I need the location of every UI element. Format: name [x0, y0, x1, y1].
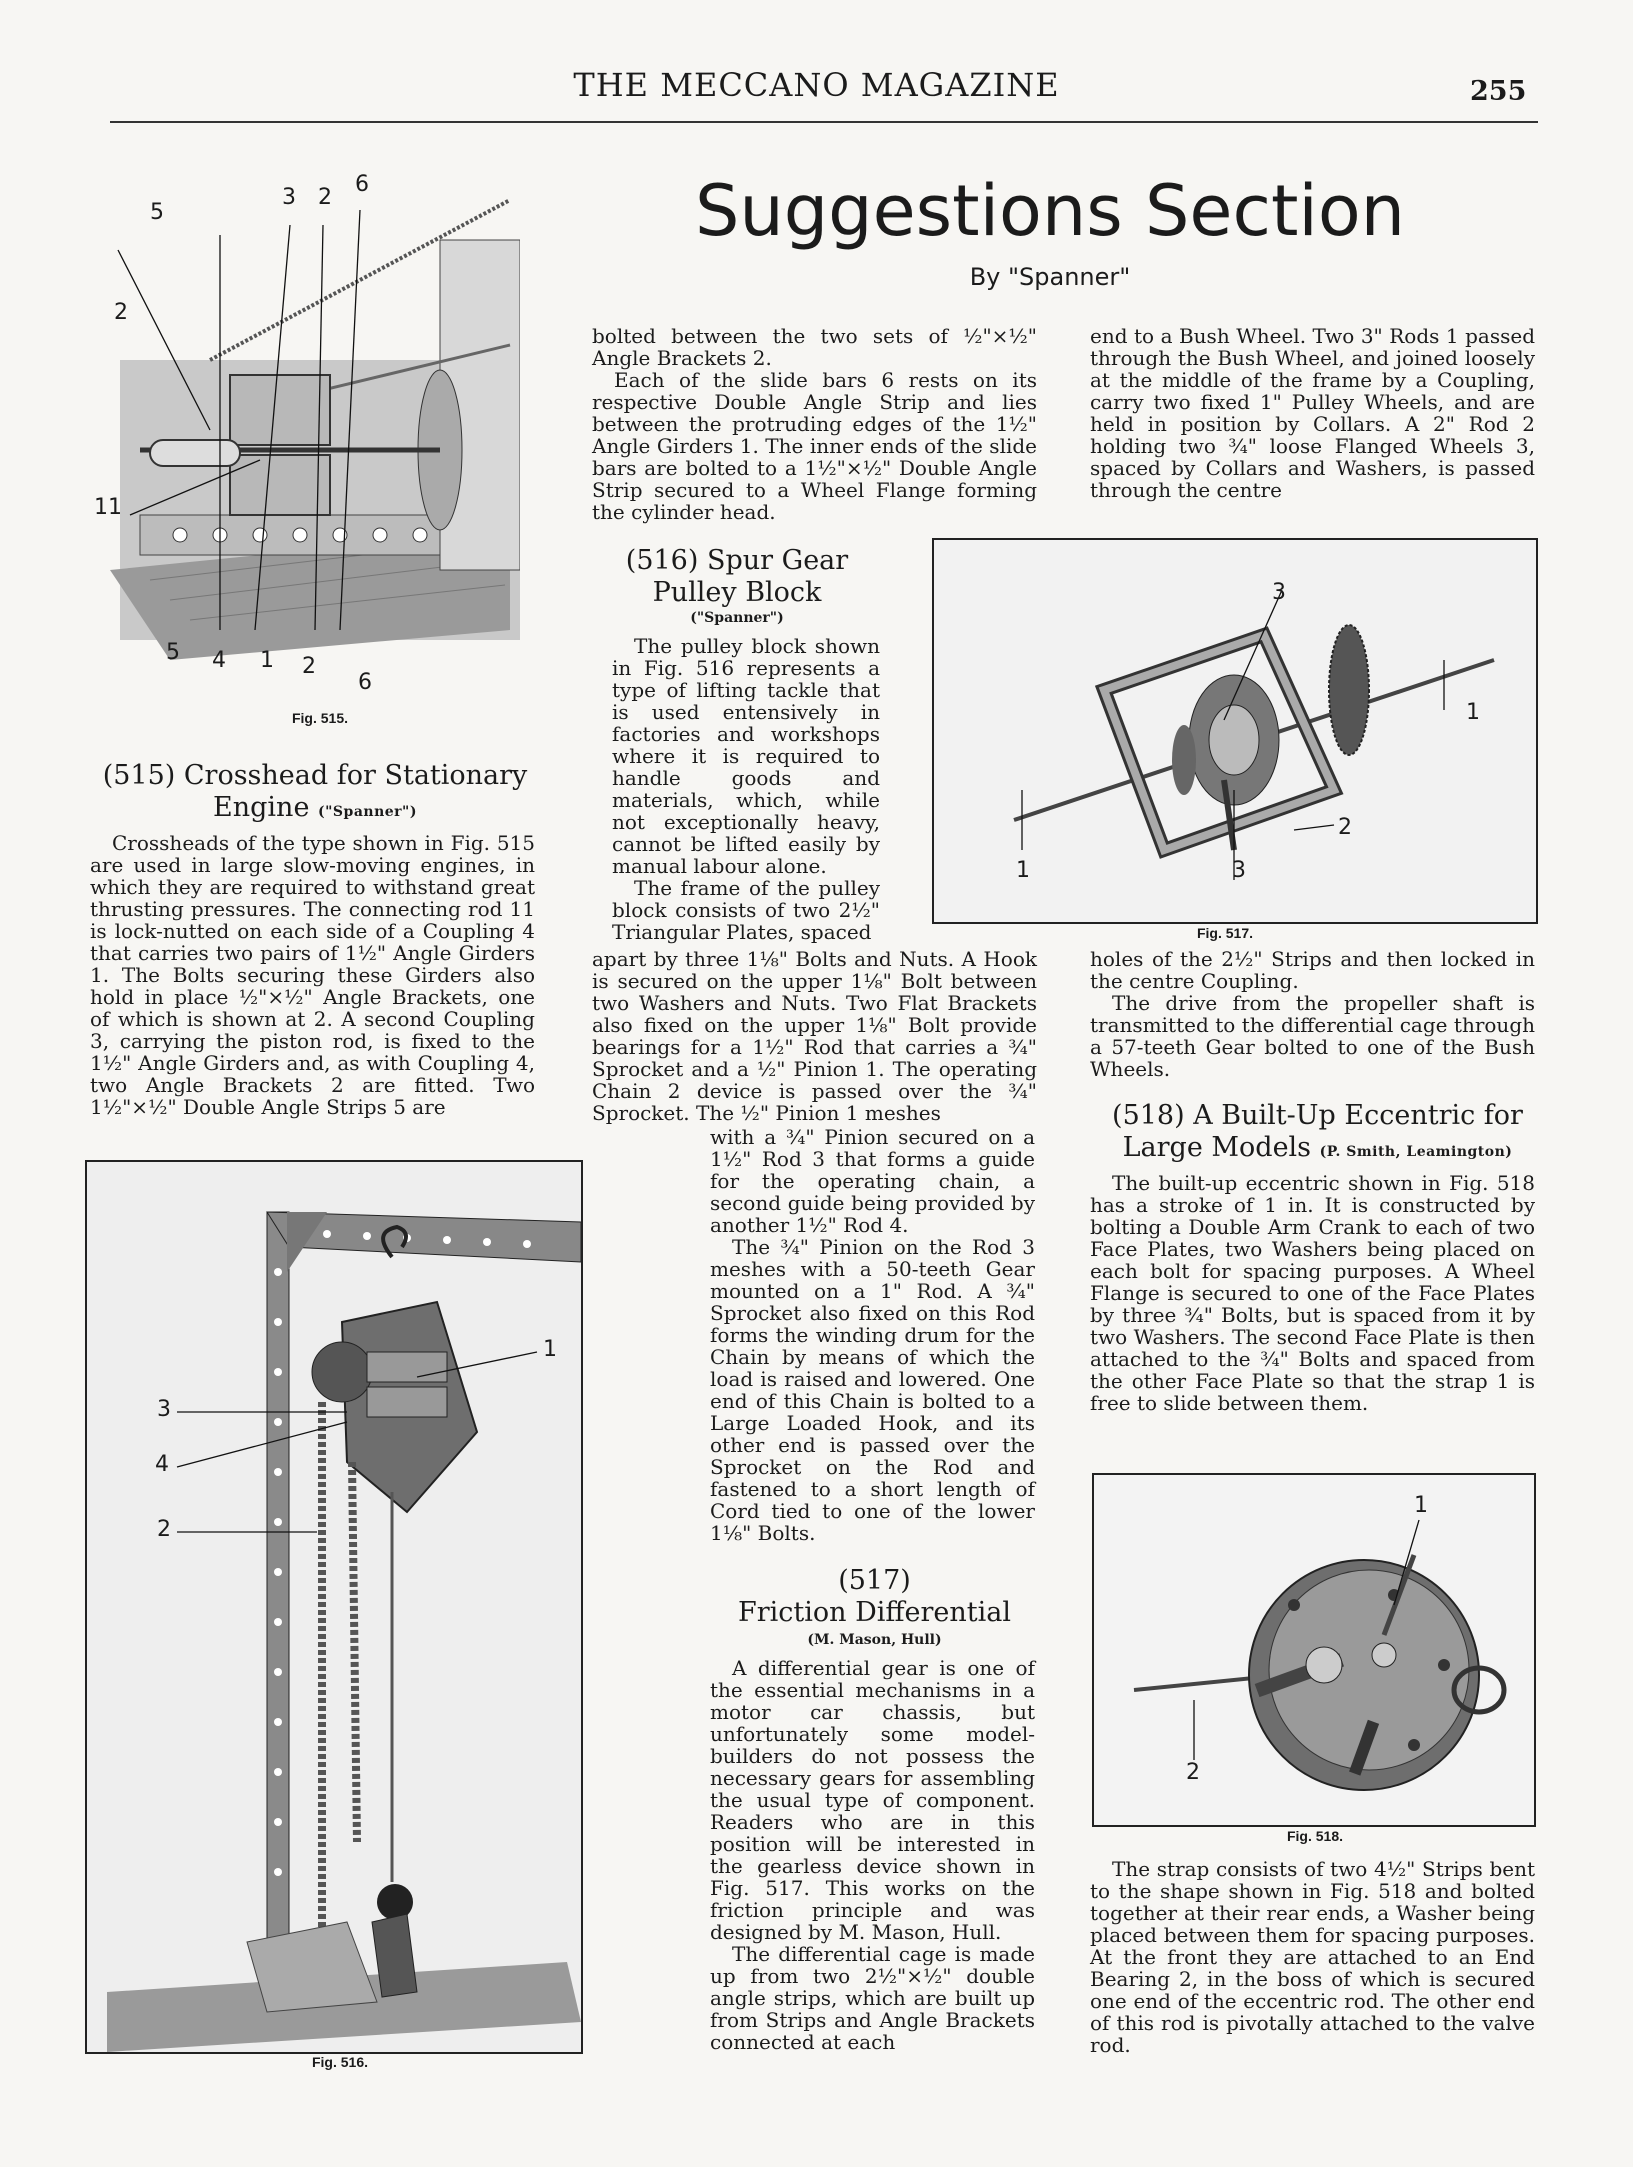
fig517-label: 3 [1232, 858, 1246, 883]
section-516-body-narrow [612, 635, 880, 943]
fig515-caption: Fig. 515. [291, 710, 349, 726]
paragraph: bolted between the two sets of ½"×½" Angle Brackets 2. [592, 324, 1037, 370]
paragraph: The built-up eccentric shown in Fig. 518 has a stroke of 1 in. It is constructed by bolting a Double Arm Crank to each of two Face Plates, two Washers being placed on each bolt for spacing purposes. A Wheel Flange is secured to one of the Face Plates by three ¾" Bolts, but is spaced from it by two Washers. The second Face Plate is then attached to the ¾" Bolts and spaced from the other Face Plate so that the strap 1 is free to slide between them. [1090, 1171, 1535, 1415]
section-515-title-line2: Engine [213, 792, 310, 823]
paragraph: with a ¾" Pinion secured on a 1½" Rod 3 that forms a guide for the operating chain, a second guide being provided by another 1½" Rod 4. [710, 1125, 1035, 1237]
figure-518-illustration [1094, 1475, 1534, 1825]
paragraph: A differential gear is one of the essential mechanisms in a motor car chassis, but unfortunately some model-builders do not possess the necessary gears for assembling the usual type of component. Readers who are in this position will be interested in the gearless device shown in Fig. 517. This works on the friction principle and was designed by M. Mason, Hull. [710, 1656, 1035, 1944]
fig515-label: 1 [260, 648, 274, 673]
paragraph: The strap consists of two 4½" Strips bent to the shape shown in Fig. 518 and bolted together at their rear ends, a Washer being placed between them for spacing purposes. At the front they are attached to an End Bearing 2, in the boss of which is secured one end of the eccentric rod. The other end of this rod is pivotally attached to the valve rod. [1090, 1857, 1535, 2057]
section-515-credit: ("Spanner") [318, 804, 417, 820]
section-517-title: Friction Differential [737, 1597, 1012, 1628]
paragraph: The differential cage is made up from two 2½"×½" double angle strips, which are built up from Strips and Angle Brackets connected at each [710, 1942, 1035, 2054]
fig515-label: 4 [212, 648, 226, 673]
middle-column-top [592, 325, 1037, 523]
section-516-credit: ("Spanner") [690, 610, 784, 626]
figure-516-illustration [87, 1162, 581, 2052]
section-516-body-bottom [710, 1126, 1035, 1544]
section-517-body [710, 1657, 1035, 2053]
figure-516 [85, 1160, 583, 2054]
fig518-label: 1 [1414, 1493, 1428, 1518]
section-518-body-after [1090, 1858, 1535, 2056]
paragraph: holes of the 2½" Strips and then locked in the centre Coupling. [1090, 947, 1535, 993]
section-515-heading [90, 760, 540, 828]
fig515-label: 6 [355, 172, 369, 197]
section-516-title-line2: Pulley Block [652, 577, 822, 608]
fig515-label: 2 [302, 654, 316, 679]
figure-515-illustration [110, 160, 520, 700]
fig515-label: 5 [166, 640, 180, 665]
section-517-number: (517) [838, 1565, 911, 1596]
fig517-label: 2 [1338, 815, 1352, 840]
section-517-credit: (M. Mason, Hull) [807, 1632, 942, 1648]
right-column-mid [1090, 948, 1535, 1080]
right-column-top [1090, 325, 1535, 501]
fig515-label: 3 [282, 185, 296, 210]
paragraph: Crossheads of the type shown in Fig. 515 are used in large slow-moving engines, in which they are required to withstand great thrusting pressures. The connecting rod 11 is lock-nutted on each side of a Coupling 4 that carries two pairs of 1½" Angle Girders 1. The Bolts securing these Girders also hold in place ½"×½" Angle Brackets, one of which is shown at 2. A second Coupling 3, carrying the piston rod, is fixed to the 1½" Angle Girders and, as with Coupling 4, two Angle Brackets 2 are fitted. Two 1½"×½" Double Angle Strips 5 are [90, 831, 535, 1119]
header-rule [110, 121, 1538, 123]
fig515-label: 6 [358, 670, 372, 695]
paragraph: The ¾" Pinion on the Rod 3 meshes with a 50-teeth Gear mounted on a 1" Rod. A ¾" Sprocket also fixed on this Rod forms the winding drum for the Chain by means of which the load is raised and lowered. One end of this Chain is bolted to a Large Loaded Hook, and its other end is passed over the Sprocket on the Rod and fastened to a short length of Cord tied to one of the lower 1⅛" Bolts. [710, 1235, 1035, 1545]
paragraph: The drive from the propeller shaft is transmitted to the differential cage through a 57-teeth Gear bolted to one of the Bush Wheels. [1090, 991, 1535, 1081]
fig516-label: 3 [157, 1397, 171, 1422]
section-518-title-line2: Large Models [1122, 1132, 1312, 1163]
section-518-title: (518) A Built-Up Eccentric for [1112, 1100, 1523, 1131]
section-515-body [90, 832, 535, 1118]
section-516-title: (516) Spur Gear [625, 545, 849, 576]
fig515-label: 2 [114, 300, 128, 325]
fig516-label: 4 [155, 1452, 169, 1477]
fig516-label: 1 [543, 1337, 557, 1362]
page-title: Suggestions Section [694, 170, 1406, 252]
section-518-heading [1095, 1100, 1540, 1168]
fig517-caption: Fig. 517. [1196, 925, 1254, 941]
figure-515 [94, 160, 520, 700]
fig515-label: 11 [94, 495, 122, 520]
paragraph: Each of the slide bars 6 rests on its respective Double Angle Strip and lies between the protruding edges of the 1½" Angle Girders 1. The inner ends of the slide bars are bolted to a 1½"×½" Double Angle Strip secured to a Wheel Flange forming the cylinder head. [592, 368, 1037, 524]
fig516-label: 2 [157, 1517, 171, 1542]
fig517-label: 1 [1016, 858, 1030, 883]
section-516-body-wide [592, 948, 1037, 1124]
byline: By "Spanner" [969, 263, 1131, 291]
fig515-label: 2 [318, 185, 332, 210]
fig515-label: 5 [150, 200, 164, 225]
section-518-body [1090, 1172, 1535, 1414]
fig518-caption: Fig. 518. [1286, 1828, 1344, 1844]
fig517-label: 3 [1272, 580, 1286, 605]
fig518-label: 2 [1186, 1760, 1200, 1785]
paragraph: The frame of the pulley block consists of two 2½" Triangular Plates, spaced [612, 876, 880, 944]
section-518-credit: (P. Smith, Leamington) [1319, 1144, 1513, 1160]
figure-518 [1092, 1473, 1536, 1827]
figure-517 [932, 538, 1538, 924]
fig516-caption: Fig. 516. [311, 2054, 369, 2070]
paragraph: end to a Bush Wheel. Two 3" Rods 1 passed through the Bush Wheel, and joined loosely at the middle of the frame by a Coupling, carry two fixed 1" Pulley Wheels, and are held in position by Collars. A 2" Rod 2 holding two ¾" loose Flanged Wheels 3, spaced by Collars and Washers, is passed through the centre [1090, 324, 1535, 502]
fig517-label: 1 [1466, 700, 1480, 725]
magazine-title: THE MECCANO MAGAZINE [573, 66, 1060, 104]
section-517-heading [712, 1565, 1037, 1629]
section-516-heading [592, 545, 882, 609]
page-number: 255 [1470, 76, 1527, 107]
paragraph: The pulley block shown in Fig. 516 represents a type of lifting tackle that is used entensively in factories and workshops where it is required to handle goods and materials, which, while not exceptionally heavy, cannot be lifted easily by manual labour alone. [612, 634, 880, 878]
section-515-title: (515) Crosshead for Stationary [102, 760, 528, 791]
paragraph: apart by three 1⅛" Bolts and Nuts. A Hook is secured on the upper 1⅛" Bolt between two Washers and Nuts. Two Flat Brackets also fixed on the upper 1⅛" Bolt provide bearings for a 1½" Rod that carries a ¾" Sprocket and a ½" Pinion 1. The operating Chain 2 device is passed over the ¾" Sprocket. The ½" Pinion 1 meshes [592, 947, 1037, 1125]
